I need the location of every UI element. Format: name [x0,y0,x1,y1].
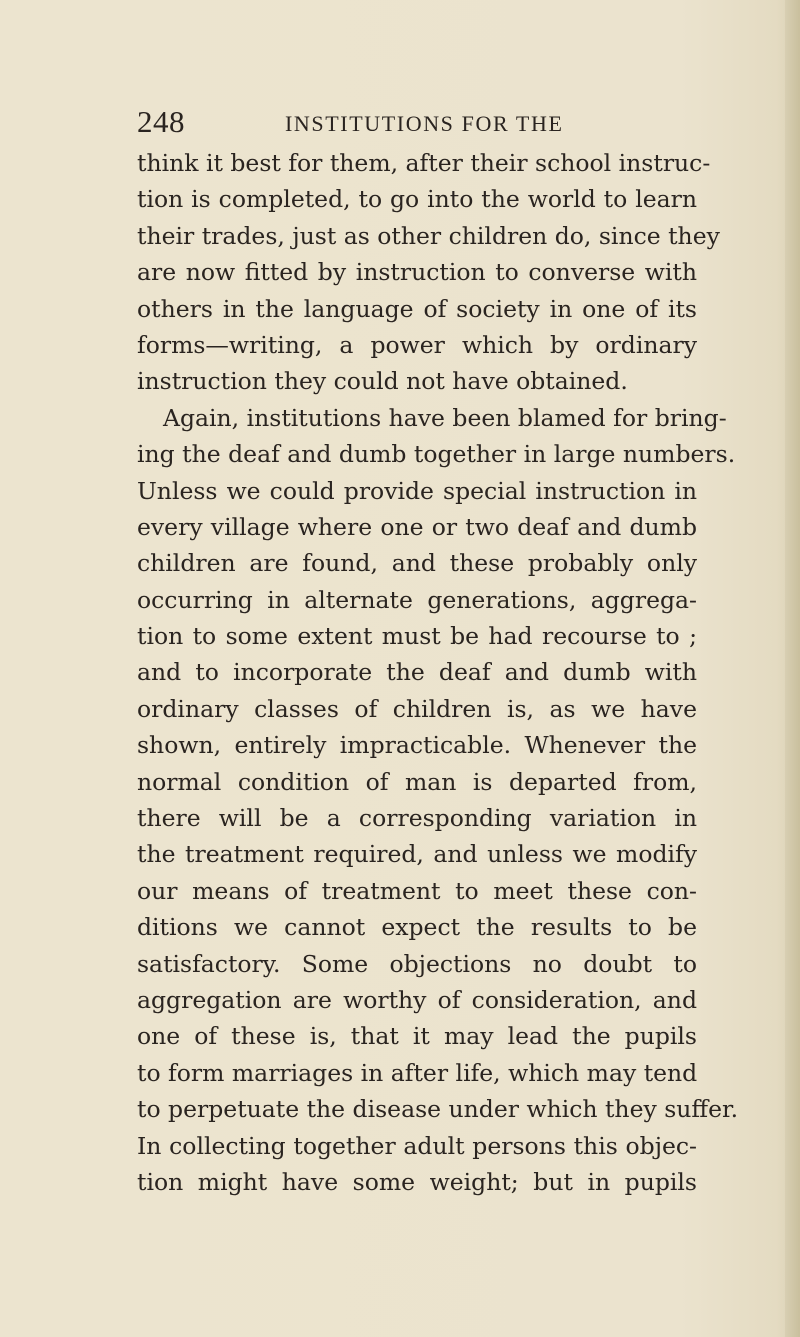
text-line: others in the language of society in one of its [137,294,697,323]
text-line: and to incorporate the deaf and dumb with [137,658,697,687]
text-line: to form marriages in after life, which may tend [137,1058,698,1087]
text-line: normal condition of man is departed from, [137,767,697,796]
text-line: ditions we cannot expect the results to be [137,913,697,942]
text-line: Unless we could provide special instruction in [137,476,697,505]
page-header [137,104,697,144]
running-title: INSTITUTIONS FOR THE [285,111,564,136]
text-line: to perpetuate the disease under which they suffer. [137,1095,739,1124]
text-line: are now fitted by instruction to converse with [137,258,697,287]
text-line: aggregation are worthy of consideration, and [137,985,697,1014]
text-line: Again, institutions have been blamed for bring- [163,403,727,432]
text-line: forms—writing, a power which by ordinary [137,330,697,359]
page-edge-shadow [785,0,800,1337]
text-line: tion to some extent must be had recourse to ; [137,622,697,651]
text-line: one of these is, that it may lead the pupils [137,1022,697,1051]
page-number: 248 [137,104,185,139]
text-line: their trades, just as other children do, since they [137,221,720,250]
text-line: occurring in alternate generations, aggrega- [137,585,697,614]
text-line: our means of treatment to meet these con- [137,876,697,905]
text-line: there will be a corresponding variation in [137,804,697,833]
text-line: every village where one or two deaf and dumb [137,512,697,541]
text-line: instruction they could not have obtained. [137,367,628,396]
body-text [137,145,739,1200]
text-line: ordinary classes of children is, as we have [137,694,697,723]
text-line: think it best for them, after their school instruc- [137,149,711,177]
text-line: satisfactory. Some objections no doubt to [137,949,697,978]
text-line: tion might have some weight; but in pupils [137,1167,697,1196]
text-line: In collecting together adult persons this objec- [137,1131,697,1160]
text-line: tion is completed, to go into the world to learn [137,185,697,214]
text-line: the treatment required, and unless we modify [137,840,697,869]
text-line: children are found, and these probably only [137,549,697,578]
text-line: shown, entirely impracticable. Whenever the [137,731,697,760]
text-line: ing the deaf and dumb together in large numbers. [137,440,736,469]
